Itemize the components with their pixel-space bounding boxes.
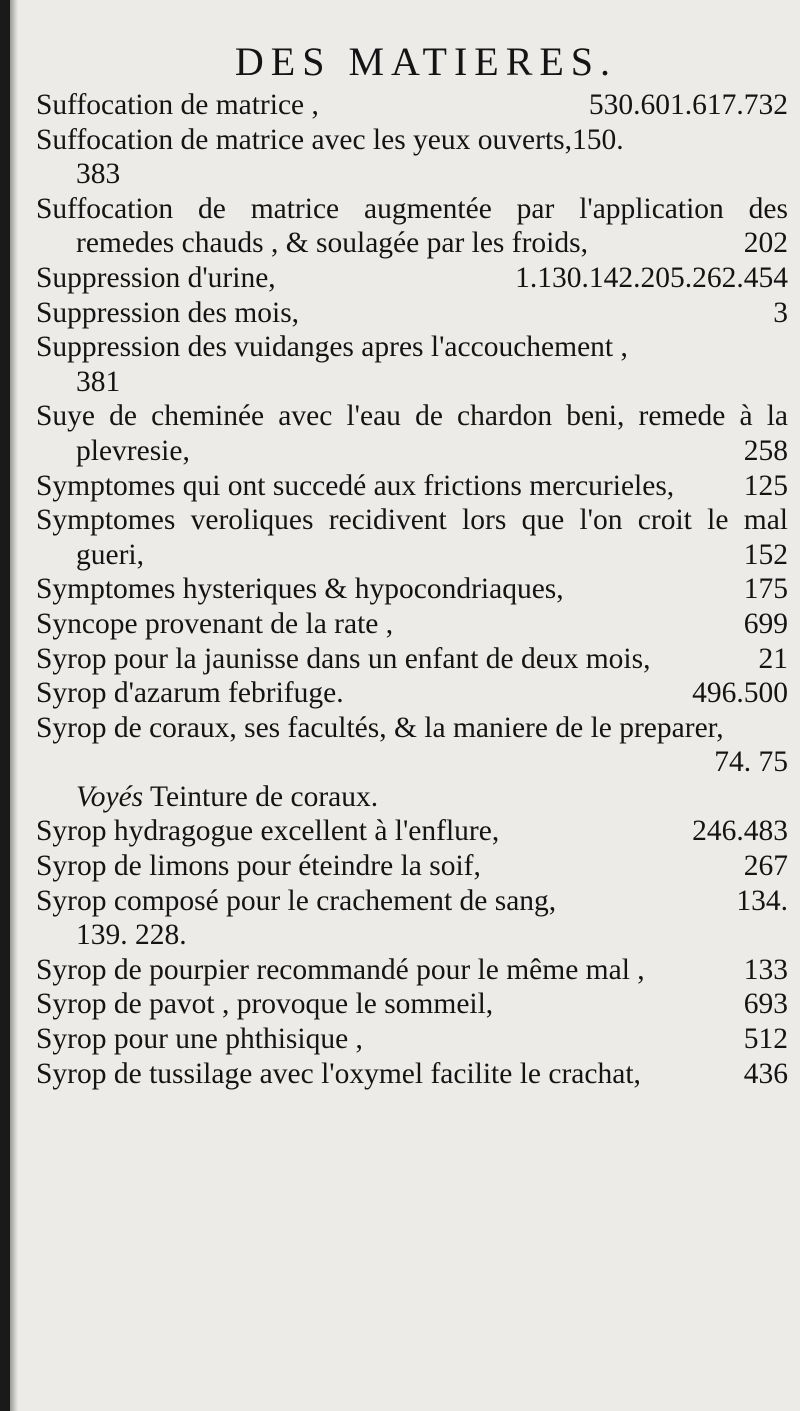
entry-text: Syrop de coraux, ses facultés, & la maniere de le preparer, <box>36 711 724 744</box>
index-entry <box>36 192 788 261</box>
see-target: Teinture de coraux. <box>150 780 379 813</box>
index-entry <box>36 503 788 572</box>
page-numbers: 202 <box>743 227 788 260</box>
entry-text: Suppression des vuidanges apres l'accouchement , <box>36 331 628 364</box>
see-label: Voyés <box>76 780 144 813</box>
entry-text: Suffocation de matrice augmentée par l'application des remedes chauds , & soulagée par les froids, <box>36 192 788 260</box>
page-numbers: 21 <box>758 642 788 675</box>
page-numbers: 74. 75 <box>714 746 788 779</box>
entry-text: Suffocation de matrice , <box>36 89 319 121</box>
page-numbers: 267 <box>743 850 788 883</box>
entry-text: Syrop hydragogue excellent à l'enflure, <box>36 815 500 848</box>
index-entry <box>36 1057 788 1092</box>
index-entry <box>36 642 788 677</box>
entry-text: Symptomes hysteriques & hypocondriaques, <box>36 573 564 606</box>
index-entry <box>36 123 788 192</box>
page-numbers: 693 <box>743 988 788 1021</box>
entry-text: Syrop pour une phthisique , <box>36 1023 363 1056</box>
entry-text: Suye de cheminée avec l'eau de chardon beni, remede à la plevresie, <box>36 400 788 467</box>
entry-text: Syrop de pavot , provoque le sommeil, <box>36 988 494 1021</box>
page-numbers: 152 <box>743 538 788 571</box>
index-entry <box>36 296 788 331</box>
entry-text: Syrop composé pour le crachement de sang, <box>36 884 557 917</box>
page-numbers: 436 <box>743 1057 788 1090</box>
page-numbers: 1.130.142.205.262.454 <box>515 261 788 294</box>
entry-text: Symptomes veroliques recidivent lors que l'on croit le mal gueri, <box>36 504 788 571</box>
page-numbers: 175 <box>743 573 788 606</box>
page-numbers: 246.483 <box>692 815 788 848</box>
entry-text: Syrop d'azarum febrifuge. <box>36 677 344 710</box>
page-numbers: 134. <box>736 884 788 917</box>
index-entry <box>36 261 788 296</box>
index-entry <box>36 676 788 711</box>
index-entry <box>36 884 788 953</box>
index-entry <box>36 987 788 1022</box>
page-numbers: 133 <box>743 953 788 986</box>
index-entry <box>36 88 788 123</box>
index-entry <box>36 814 788 849</box>
entry-text: Syrop pour la jaunisse dans un enfant de deux mois, <box>36 642 651 675</box>
page-numbers: 125 <box>743 469 788 502</box>
page-numbers: 3 <box>773 296 788 329</box>
page-numbers: 530.601.617.732 <box>588 89 788 121</box>
page-numbers-continued: 139. 228. <box>76 919 187 952</box>
index-entry <box>36 1022 788 1057</box>
page-header: DES MATIERES. <box>234 39 618 84</box>
cross-reference <box>36 780 788 815</box>
page-numbers-continued: 381 <box>76 365 121 398</box>
index-entries <box>36 88 788 1091</box>
entry-text: Syrop de pourpier recommandé pour le même mal , <box>36 953 645 986</box>
page-numbers: 258 <box>743 434 788 467</box>
index-entry <box>36 953 788 988</box>
index-entry <box>36 572 788 607</box>
entry-text: Syrop de tussilage avec l'oxymel facilite le crachat, <box>36 1057 641 1090</box>
page-numbers: 699 <box>743 607 788 640</box>
index-entry <box>36 711 788 780</box>
index-entry <box>36 607 788 642</box>
book-page <box>10 0 800 1411</box>
page-numbers: 496.500 <box>692 677 788 710</box>
index-entry <box>36 849 788 884</box>
index-entry <box>36 330 788 399</box>
entry-text: Syncope provenant de la rate , <box>36 607 394 640</box>
index-entry <box>36 399 788 468</box>
entry-text: Suffocation de matrice avec les yeux ouverts,150. <box>36 123 624 156</box>
page-numbers: 512 <box>743 1023 788 1056</box>
page-numbers-continued: 383 <box>76 158 121 191</box>
entry-text: Suppression des mois, <box>36 296 300 329</box>
entry-text: Syrop de limons pour éteindre la soif, <box>36 850 481 883</box>
entry-text: Suppression d'urine, <box>36 261 276 294</box>
entry-text: Symptomes qui ont succedé aux frictions mercurieles, <box>36 469 675 502</box>
index-entry <box>36 469 788 504</box>
